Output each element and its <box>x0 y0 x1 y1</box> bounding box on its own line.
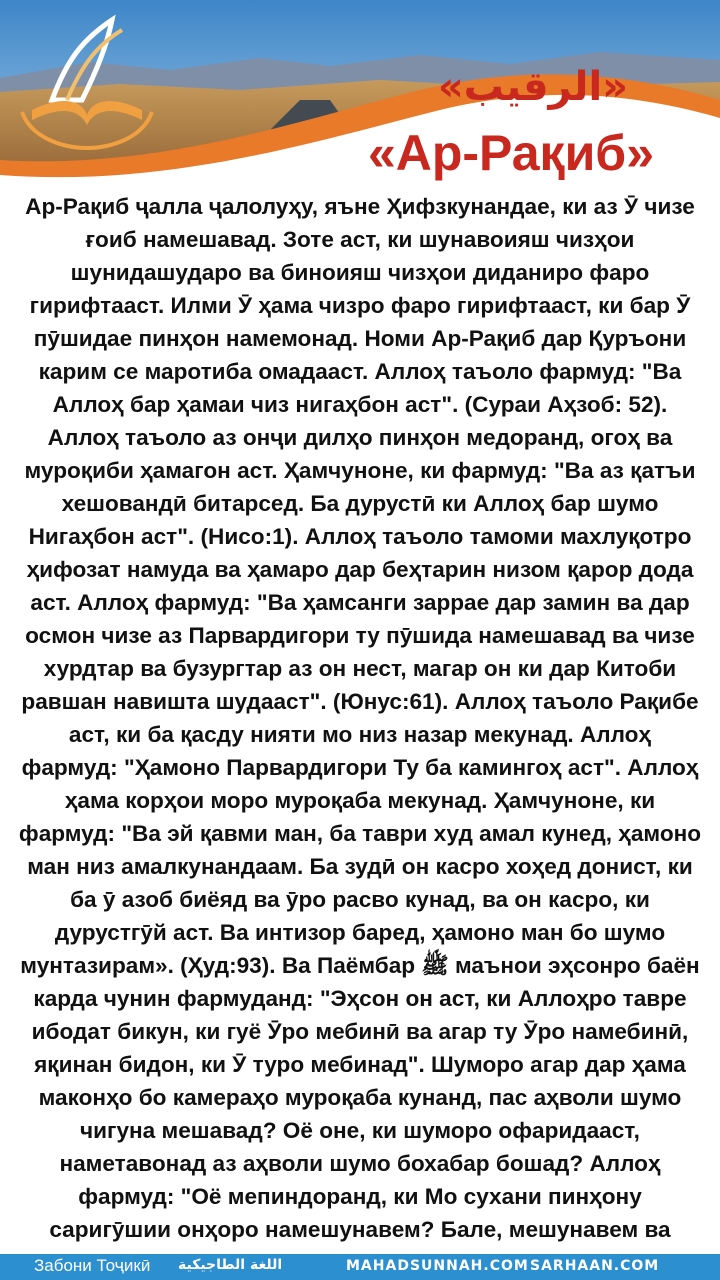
footer-language-tajik: Забони Тоҷикӣ <box>34 1256 151 1275</box>
mahad-sunnah-logo <box>12 0 162 150</box>
footer-site-sarhaan[interactable]: SARHAAN.COM <box>530 1258 660 1274</box>
header-banner <box>0 0 720 200</box>
article-body: Ар-Рақиб ҷалла ҷалолуҳу, яъне Ҳифзкунандае, ки аз Ӯ чизе ғоиб намешавад. Зоте аст, ки шунавоияш чизҳои шунидашударо ва биноияш чизҳои диданиро фаро гирифтааст. Илми Ӯ ҳама чизро фаро гирифтааст, ки бар Ӯ пӯшидае пинҳон намемонад. Номи Ар-Рақиб дар Қуръони карим се маротиба омадааст. Аллоҳ таъоло фармуд: "Ва Аллоҳ бар ҳамаи чиз нигаҳбон аст". (Сураи Аҳзоб: 52). Аллоҳ таъоло аз онҷи дилҳо пинҳон медоранд, огоҳ ва муроқиби ҳамагон аст. Ҳамчуноне, ки фармуд: "Ва аз қатъи хешовандӣ битарсед. Ба дурустӣ ки Аллоҳ бар шумо Нигаҳбон аст". (Нисо:1). Аллоҳ таъоло тамоми махлуқотро ҳифозат намуда ва ҳамаро дар беҳтарин низом қарор дода аст. Аллоҳ фармуд: "Ва ҳамсанги заррае дар замин ва дар осмон чизе аз Парвардигори ту пӯшида намешавад ва чизе хурдтар ва бузургтар аз он нест, магар он ки дар Китоби равшан навишта шудааст". (Юнус:61). Аллоҳ таъоло Рақибе аст, ки ба қасду нияти мо низ назар мекунад. Аллоҳ фармуд: "Ҳамоно Парвардигори Ту ба камингоҳ аст". Аллоҳ ҳама корҳои моро муроқаба мекунад. Ҳамчуноне, ки фармуд: "Ва эй қавми ман, ба таври худ амал кунед, ҳамоно ман низ амалкунандаам. Ба зудӣ он касро хоҳед донист, ки ба ӯ азоб биёяд ва ӯро расво кунад, ва он касро, ки дурустгӯй аст. Ва интизор баред, ҳамоно ман бо шумо мунтазирам». (Ҳуд:93). Ва Паёмбар ﷺ маънои эҳсонро баён карда чунин фармуданд: "Эҳсон он аст, ки Аллоҳро тавре ибодат бикун, ки гуё Ӯро мебинӣ ва агар ту Ӯро намебинӣ, яқинан бидон, ки Ӯ туро мебинад". Шуморо агар дар ҳама маконҳо бо камераҳо муроқаба кунанд, пас аҳволи шумо чигуна мешавад? Оё оне, ки шуморо офаридааст, наметавонад аз аҳволи шумо бохабар бошад? Аллоҳ фармуд: "Оё мепиндоранд, ки Мо сухани пинҳону саригӯшии онҳоро намешунавем? Бале, мешунавем ва <box>18 194 702 1242</box>
title-arabic: «الرقيب» <box>437 64 628 110</box>
footer-site-mahadsunnah[interactable]: MAHADSUNNAH.COM <box>346 1258 529 1274</box>
footer-bar <box>0 1254 720 1280</box>
title-tajik: «Ар-Рақиб» <box>367 125 654 181</box>
footer-language-arabic: اللغة الطاجيكية <box>178 1257 283 1273</box>
